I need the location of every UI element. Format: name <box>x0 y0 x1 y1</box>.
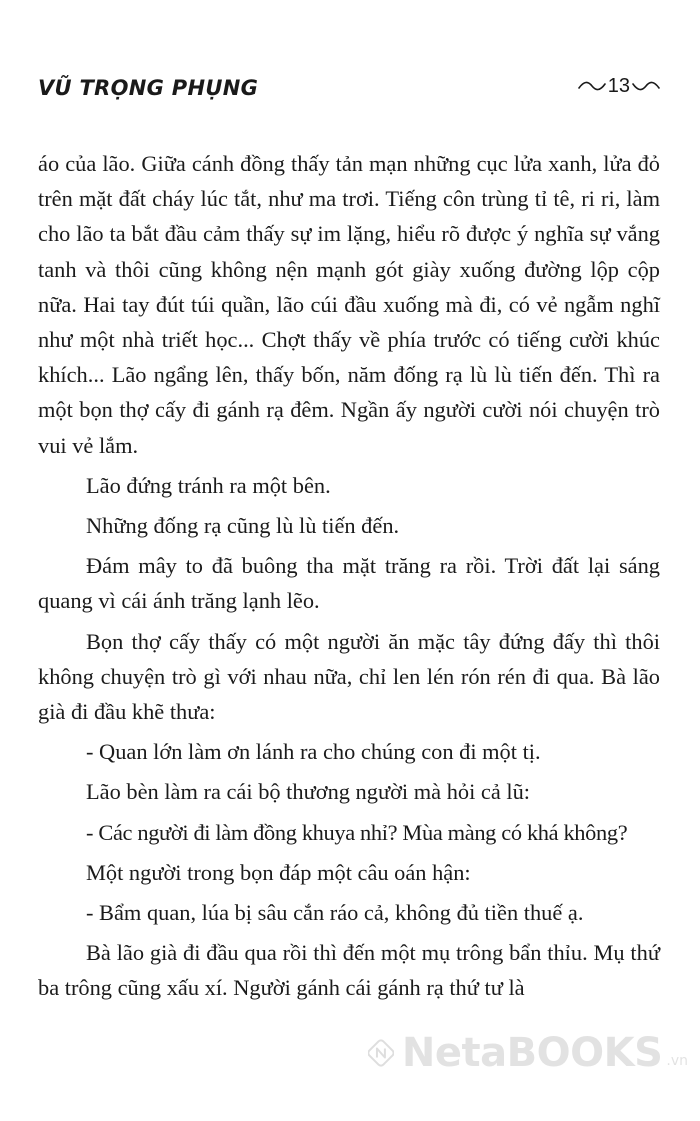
paragraph: Những đống rạ cũng lù lù tiến đến. <box>86 513 400 539</box>
dialogue-line: - Quan lớn làm ơn lánh ra cho chúng con đi một tị. <box>86 739 541 765</box>
page-number-ornament <box>578 76 660 96</box>
left-swash-ornament-icon <box>578 79 606 93</box>
paragraph: Bọn thợ cấy thấy có một người ăn mặc tây đứng đấy thì thôi không chuyện trò gì với nhau nữa, chỉ len lén rón rén đi qua. Bà lão già đi đầu khẽ thưa: <box>38 628 660 725</box>
watermark <box>368 1023 688 1083</box>
paragraph: Lão bèn làm ra cái bộ thương người mà hỏi cả lũ: <box>86 779 531 805</box>
paragraph: Bà lão già đi đầu qua rồi thì đến một mụ trông bẩn thỉu. Mụ thứ ba trông cũng xấu xí. Người gánh cái gánh rạ thứ tư là <box>38 940 660 1001</box>
body-text <box>38 146 660 1006</box>
running-head-author: VŨ TRỌNG PHỤNG <box>38 76 259 100</box>
paragraph: Đám mây to đã buông tha mặt trăng ra rồi. Trời đất lại sáng quang vì cái ánh trăng lạnh lẽo. <box>38 553 660 614</box>
page-header <box>38 74 660 110</box>
paragraph: Lão đứng tránh ra một bên. <box>86 472 331 498</box>
dialogue-line: - Bẩm quan, lúa bị sâu cắn ráo cả, không đủ tiền thuế ạ. <box>86 900 584 926</box>
page-number: 13 <box>607 75 630 97</box>
right-swash-ornament-icon <box>632 79 660 93</box>
netabooks-n-logo-icon <box>368 1027 394 1079</box>
paragraph-continued: áo của lão. Giữa cánh đồng thấy tản mạn những cục lửa xanh, lửa đỏ trên mặt đất cháy lúc tắt, như ma trơi. Tiếng côn trùng tỉ tê, ri ri, làm cho lão ta bắt đầu cảm thấy sự im lặng, hiểu rõ được ý nghĩa sự vắng tanh và thôi cũng không nện mạnh gót giày xuống đường lộp cộp nữa. Hai tay đút túi quần, lão cúi đầu xuống mà đi, có vẻ ngẫm nghĩ như một nhà triết học... Chợt thấy về phía trước có tiếng cười khúc khích... Lão ngẩng lên, thấy bốn, năm đống rạ lù lù tiến đến. Thì ra một bọn thợ cấy đi gánh rạ đêm. Ngần ấy người cười nói chuyện trò vui vẻ lắm. <box>38 151 660 458</box>
paragraph: Một người trong bọn đáp một câu oán hận: <box>86 859 471 885</box>
watermark-brand: NetaBOOKS <box>401 1030 663 1076</box>
dialogue-line: - Các người đi làm đồng khuya nhỉ? Mùa màng có khá không? <box>86 819 628 845</box>
watermark-suffix: .vn <box>666 1053 688 1069</box>
